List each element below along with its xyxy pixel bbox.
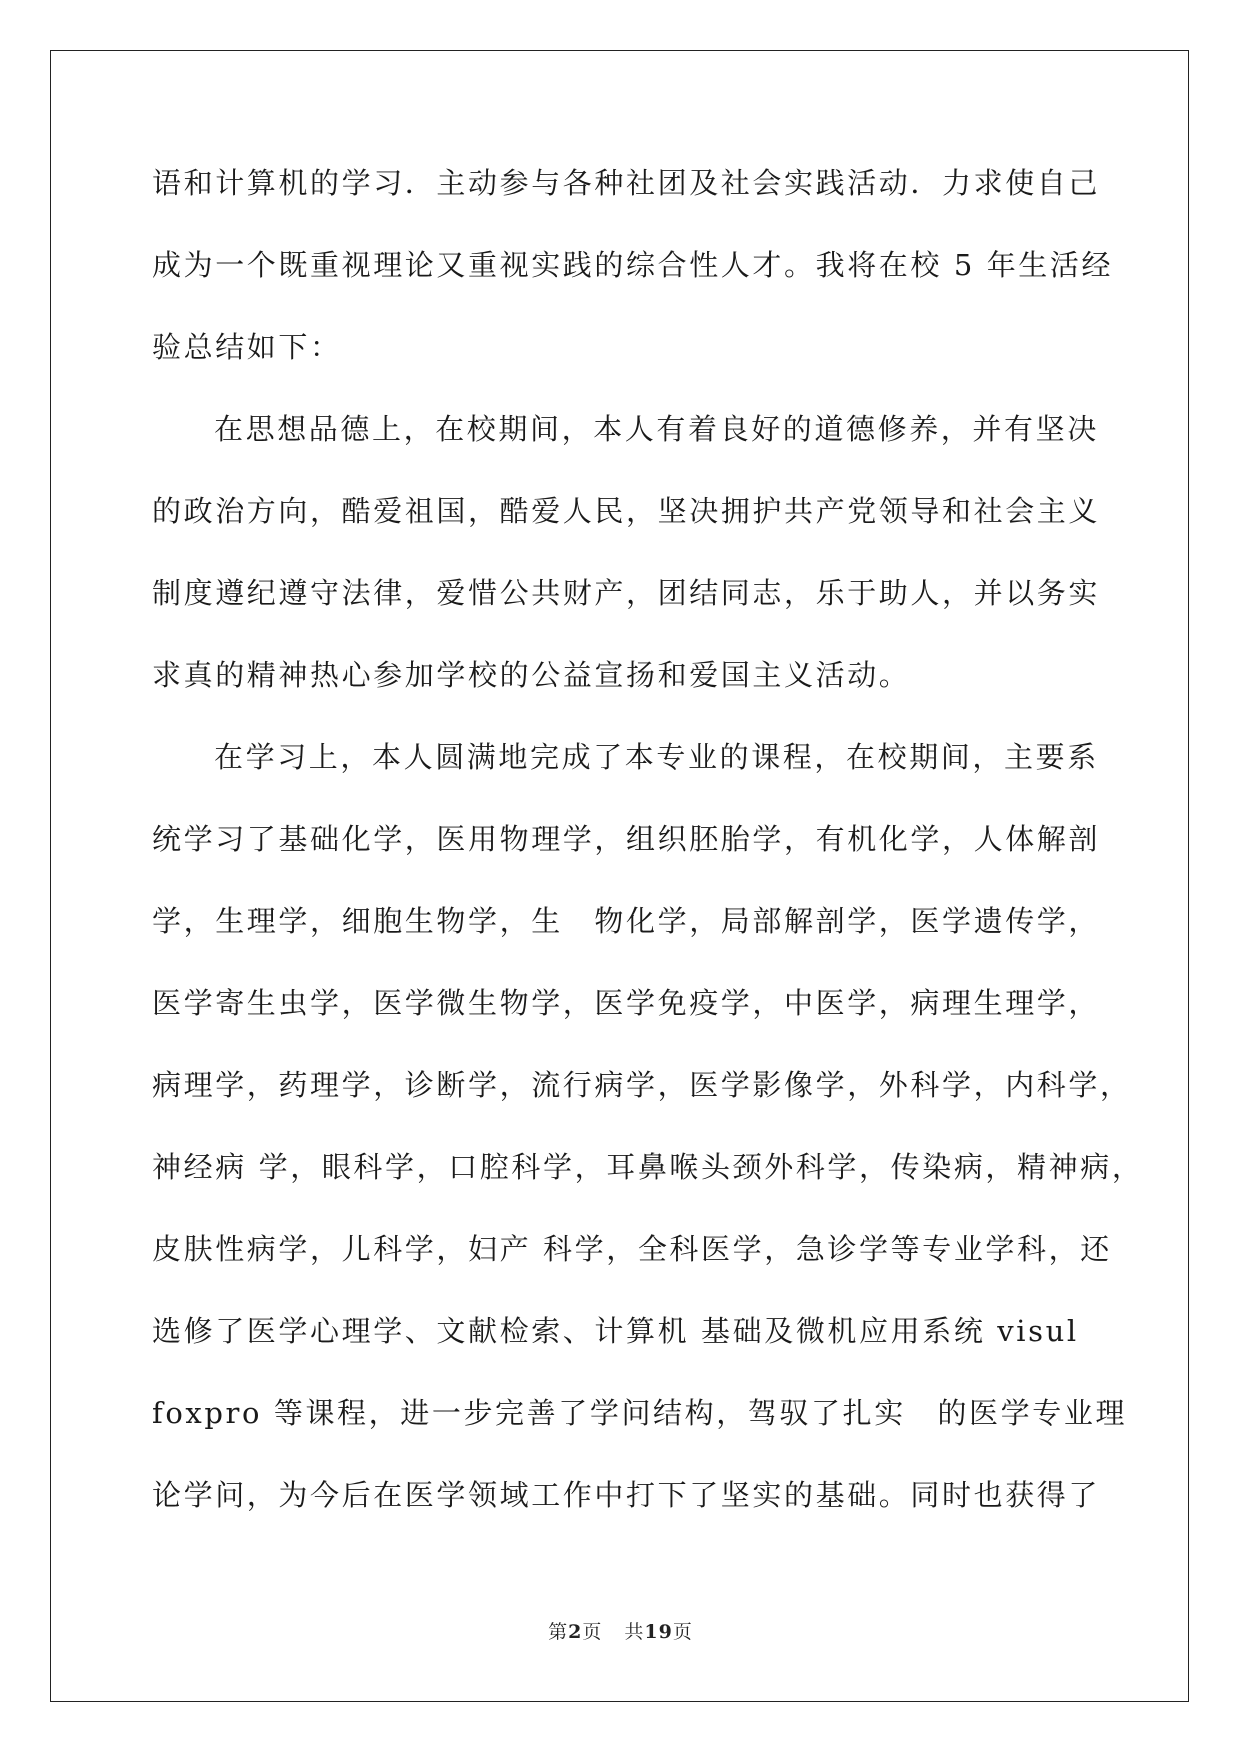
text-line: 选修了医学心理学、文献检索、计算机 基础及微机应用系统 visul <box>152 1314 1079 1348</box>
text-line: 神经病 学，眼科学，口腔科学，耳鼻喉头颈外科学，传染病，精神病， <box>152 1150 1144 1184</box>
text-line: 验总结如下： <box>152 330 342 364</box>
page-footer <box>0 1617 1241 1644</box>
page-suffix: 页 <box>582 1621 603 1643</box>
text-line: 制度遵纪遵守法律，爱惜公共财产，团结同志，乐于助人，并以务实 <box>152 576 1101 610</box>
total-suffix: 页 <box>672 1621 693 1643</box>
paragraph-start-line: 在学习上，本人圆满地完成了本专业的课程，在校期间，主要系 <box>214 740 1099 774</box>
page-number: 2 <box>568 1621 583 1643</box>
text-line: foxpro 等课程，进一步完善了学问结构，驾驭了扎实 的医学专业理 <box>152 1396 1128 1430</box>
paragraph-start-line: 在思想品德上，在校期间，本人有着良好的道德修养，并有坚决 <box>214 412 1099 446</box>
total-pages: 19 <box>644 1621 673 1643</box>
text-line: 论学问，为今后在医学领域工作中打下了坚实的基础。同时也获得了 <box>152 1478 1101 1512</box>
page-prefix: 第 <box>548 1621 569 1643</box>
text-line: 求真的精神热心参加学校的公益宣扬和爱国主义活动。 <box>152 658 911 692</box>
text-line: 的政治方向，酷爱祖国，酷爱人民，坚决拥护共产党领导和社会主义 <box>152 494 1101 528</box>
text-line: 语和计算机的学习．主动参与各种社团及社会实践活动．力求使自己 <box>152 166 1101 200</box>
text-line: 成为一个既重视理论又重视实践的综合性人才。我将在校 5 年生活经 <box>152 248 1114 282</box>
total-prefix: 共 <box>624 1621 645 1643</box>
text-line: 皮肤性病学，儿科学，妇产 科学，全科医学，急诊学等专业学科，还 <box>152 1232 1112 1266</box>
text-line: 病理学，药理学，诊断学，流行病学，医学影像学，外科学，内科学， <box>152 1068 1132 1102</box>
text-line: 学，生理学，细胞生物学，生 物化学，局部解剖学，医学遗传学， <box>152 904 1101 938</box>
text-line: 医学寄生虫学，医学微生物学，医学免疫学，中医学，病理生理学， <box>152 986 1101 1020</box>
document-body <box>152 160 1144 1554</box>
text-line: 统学习了基础化学，医用物理学，组织胚胎学，有机化学，人体解剖 <box>152 822 1101 856</box>
